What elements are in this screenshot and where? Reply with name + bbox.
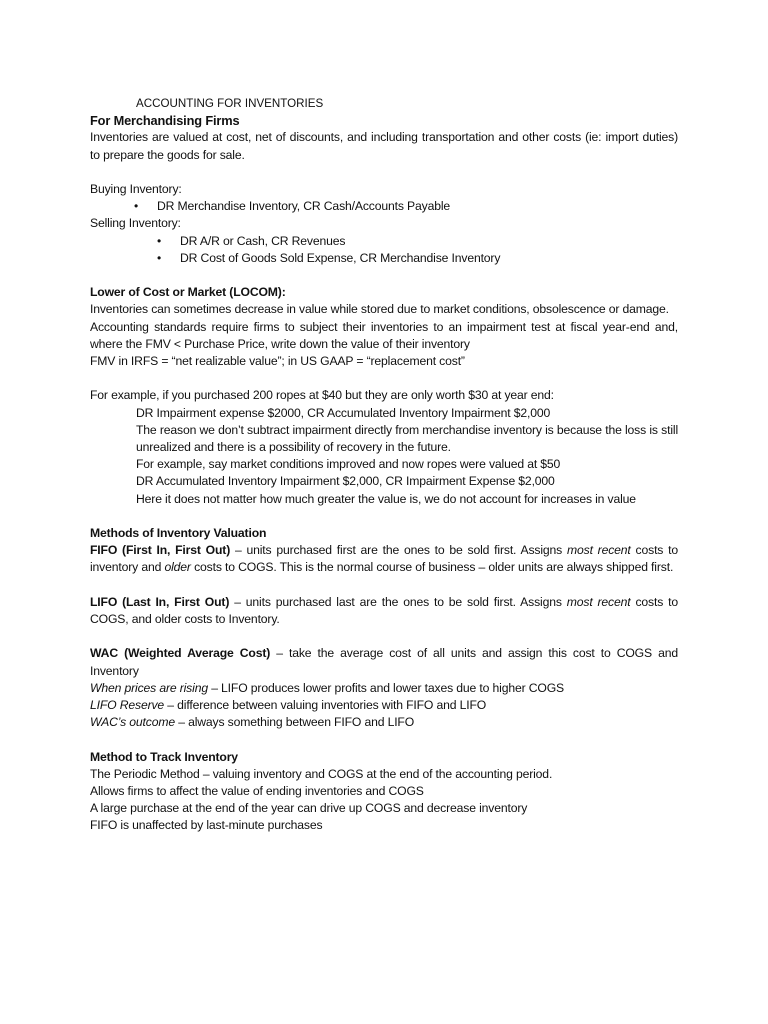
note-line: When prices are rising – LIFO produces lower profits and lower taxes due to higher COGS — [90, 680, 565, 695]
track-line: Allows firms to affect the value of ending inventories and COGS — [90, 784, 424, 799]
intro-paragraph: Inventories are valued at cost, net of discounts, and including transportation and other costs (ie: import duties) to prepare the goods for sale. — [90, 130, 678, 162]
list-item: • DR Cost of Goods Sold Expense, CR Merchandise Inventory — [90, 250, 678, 267]
locom-paragraph-2: Accounting standards require firms to subject their inventories to an impairment test at fiscal year-end and, where the FMV < Purchase Price, write down the value of their inventory — [90, 319, 678, 351]
locom-paragraph-1: Inventories can sometimes decrease in value while stored due to market conditions, obsolescence or damage. — [90, 302, 669, 317]
lifo-paragraph: LIFO (Last In, First Out) – units purchased last are the ones to be sold first. Assigns most recent costs to COGS, and older costs to Inventory. — [90, 594, 678, 627]
example-block — [90, 405, 678, 508]
list-item: • DR A/R or Cash, CR Revenues — [90, 233, 678, 250]
bullet-icon: • — [157, 233, 162, 248]
list-item: • DR Merchandise Inventory, CR Cash/Accounts Payable — [90, 198, 678, 215]
example-line: Here it does not matter how much greater the value is, we do not account for increases in value — [136, 491, 636, 506]
track-line: FIFO is unaffected by last-minute purchases — [90, 818, 323, 833]
selling-list — [90, 233, 678, 267]
note-line: WAC’s outcome – always something between FIFO and LIFO — [90, 715, 415, 730]
lifo-term: LIFO (Last In, First Out) — [90, 594, 230, 609]
fifo-paragraph: FIFO (First In, First Out) – units purchased first are the ones to be sold first. Assigns most recent costs to inventory and older costs to COGS. This is the normal course of business – older units are always shipped first. — [90, 543, 678, 575]
example-line: The reason we don’t subtract impairment directly from merchandise inventory is because the loss is still unrealized and there is a possibility of recovery in the future. — [136, 422, 678, 455]
fifo-term: FIFO (First In, First Out) — [90, 543, 231, 558]
buying-label: Buying Inventory: — [90, 182, 182, 196]
example-line: DR Impairment expense $2000, CR Accumulated Inventory Impairment $2,000 — [136, 405, 551, 420]
buying-list — [90, 198, 678, 215]
bullet-icon: • — [134, 199, 139, 214]
methods-heading: Methods of Inventory Valuation — [90, 526, 267, 541]
selling-label: Selling Inventory: — [90, 216, 181, 231]
track-line: A large purchase at the end of the year can drive up COGS and decrease inventory — [90, 801, 528, 816]
bullet-icon: • — [157, 250, 162, 265]
locom-heading: Lower of Cost or Market (LOCOM): — [90, 285, 286, 300]
track-heading: Method to Track Inventory — [90, 749, 238, 764]
locom-paragraph-3: FMV in IRFS = “net realizable value”; in US GAAP = “replacement cost” — [90, 354, 465, 369]
example-intro: For example, if you purchased 200 ropes at $40 but they are only worth $30 at year end: — [90, 388, 554, 403]
example-line: DR Accumulated Inventory Impairment $2,000, CR Impairment Expense $2,000 — [136, 474, 555, 489]
track-line: The Periodic Method – valuing inventory and COGS at the end of the accounting period. — [90, 766, 553, 781]
document-title: ACCOUNTING FOR INVENTORIES — [136, 97, 324, 110]
section-subtitle: For Merchandising Firms — [90, 113, 240, 129]
note-line: LIFO Reserve – difference between valuing inventories with FIFO and LIFO — [90, 698, 487, 713]
wac-term: WAC (Weighted Average Cost) — [90, 646, 271, 661]
example-line: For example, say market conditions improved and now ropes were valued at $50 — [136, 457, 561, 472]
wac-paragraph: WAC (Weighted Average Cost) – take the average cost of all units and assign this cost to COGS and Inventory — [90, 646, 678, 678]
document-page — [90, 95, 678, 835]
